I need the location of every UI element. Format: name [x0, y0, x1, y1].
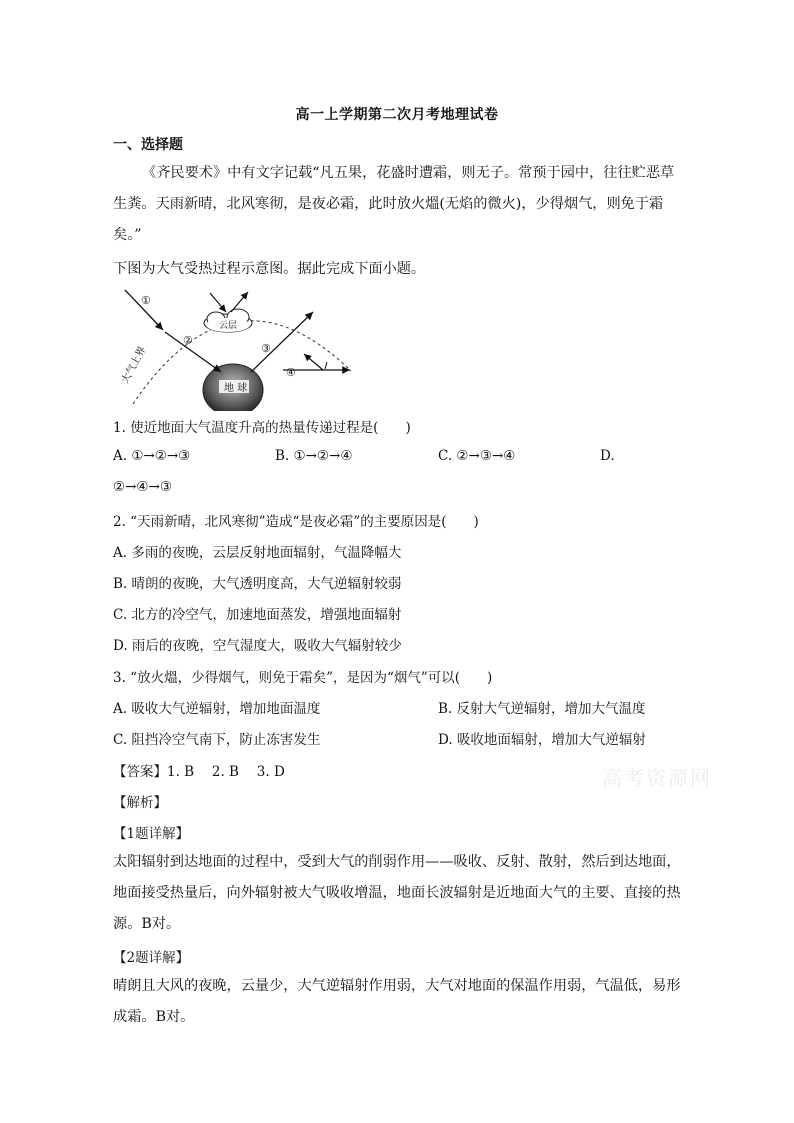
intro-text: 下图为大气受热过程示意图。据此完成下面小题。 — [113, 261, 426, 277]
arrow-4-back — [304, 354, 323, 370]
arrow-2 — [165, 332, 221, 372]
question-3-option-c: C. 阻挡冷空气南下，防止冻害发生 — [113, 732, 321, 748]
q2-explanation-heading: 【2题详解】 — [113, 950, 190, 966]
earth-label: 地 球 — [224, 383, 248, 394]
q1-explanation-heading: 【1题详解】 — [113, 826, 190, 842]
question-1-option-a: A. ①→②→③ — [113, 448, 191, 464]
question-1-stem: 1. 使近地面大气温度升高的热量传递过程是( ) — [113, 420, 411, 436]
question-2-option-a: A. 多雨的夜晚，云层反射地面辐射，气温降幅大 — [113, 545, 402, 561]
q1-explanation-text: 太阳辐射到达地面的过程中，受到大气的削弱作用——吸收、反射、散射，然后到达地面，地面接受热量后，向外辐射被大气吸收增温，地面长波辐射是近地面大气的主要、直接的热源。B对。 — [113, 854, 681, 932]
question-1-option-b: B. ①→②→④ — [275, 448, 353, 464]
atmosphere-heating-diagram — [113, 286, 358, 411]
analysis-heading: 【解析】 — [113, 795, 167, 811]
watermark-text: 高考资源网 — [602, 766, 712, 790]
question-3-option-a: A. 吸收大气逆辐射，增加地面温度 — [113, 701, 321, 717]
passage-line-2: 生粪。天雨新晴，北风寒彻，是夜必霜，此时放火熅(无焰的微火)，少得烟气，则免于霜 — [113, 196, 664, 212]
section-heading: 一、选择题 — [113, 137, 183, 153]
q2-explanation-text: 晴朗且大风的夜晚，云量少，大气逆辐射作用弱，大气对地面的保温作用弱，气温低，易形成霜。B对。 — [113, 978, 681, 1025]
arrow-3-label: ③ — [261, 342, 271, 355]
arrow-1-label: ① — [141, 294, 151, 307]
atmosphere-label: 大气上界 — [119, 344, 149, 386]
reflected-arrow-in — [210, 293, 226, 312]
question-1-option-c: C. ②→③→④ — [438, 448, 516, 464]
question-3-option-d: D. 吸收地面辐射，增加大气逆辐射 — [438, 732, 646, 748]
question-1-option-d-value: ②→④→③ — [113, 479, 172, 495]
arrow-2-label: ② — [183, 334, 193, 347]
page-title: 高一上学期第二次月考地理试卷 — [295, 107, 499, 123]
question-1-option-d: D. — [600, 448, 615, 464]
question-3-option-b: B. 反射大气逆辐射，增加大气温度 — [438, 701, 646, 717]
question-2-option-d: D. 雨后的夜晚，空气湿度大，吸收大气辐射较少 — [113, 638, 402, 654]
arrow-4-label: ④ — [286, 366, 296, 379]
question-3-stem: 3. “放火熅，少得烟气，则免于霜矣”，是因为“烟气”可以( ) — [113, 670, 493, 686]
cloud-label: 云层 — [219, 321, 238, 331]
passage-line-3: 矣。” — [113, 227, 142, 243]
answer-line: 【答案】1. B 2. B 3. D — [113, 764, 285, 780]
passage-line-1: 《齐民要术》中有文字记载“凡五果，花盛时遭霜，则无子。常预于园中，往往贮恶草 — [142, 165, 675, 181]
question-2-option-b: B. 晴朗的夜晚，大气透明度高，大气逆辐射较弱 — [113, 576, 402, 592]
question-2-stem: 2. “天雨新晴，北风寒彻”造成“是夜必霜”的主要原因是( ) — [113, 514, 479, 530]
question-2-option-c: C. 北方的冷空气，加速地面蒸发，增强地面辐射 — [113, 607, 402, 623]
